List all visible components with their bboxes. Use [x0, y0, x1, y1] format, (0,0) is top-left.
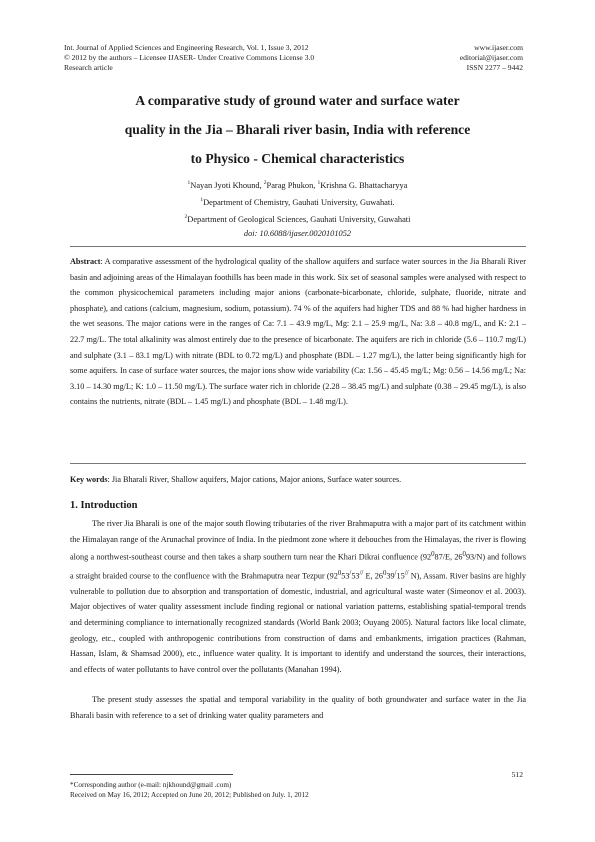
- title-line-1: A comparative study of ground water and surface water: [135, 93, 460, 108]
- affiliation-mark: 2: [263, 180, 267, 186]
- author-name: Krishna G. Bhattacharyya: [320, 180, 408, 190]
- title-line-3: to Physico - Chemical characteristics: [190, 151, 405, 166]
- text-run: 53: [351, 571, 360, 581]
- text-run: 93/N) and follows a straight braided course to the confluence with the Brahmaputra near Tezpur (92: [70, 552, 526, 581]
- second-mark: //: [404, 569, 409, 577]
- degree-mark: 0: [431, 551, 435, 559]
- section-heading: 1. Introduction: [70, 500, 138, 511]
- text-run: N), Assam. River basins are highly vulnerable to pollution due to absorption and transportation of domestic, industrial, and agricultural waste water (Simeonov et al. 2003). Major objectives of water quality assessment include finding regional or national variation patterns, establishing spatial-temporal trends and determining compliance to internationally recognized standards (World Bank 2003; Ouyang 2005). Natural factors like local climate, geology, etc., coupled with anthropogenic contributions from construction of dams and embankments, irrigation practices (Rahman, Hassan, Islam, & Shamsad 2000), etc., influence water quality. It is important to identify and understand the sources, their interactions, and effects of water pollutants to have control over the pollutants (Manahan 1994).: [70, 571, 526, 674]
- footnote: [70, 780, 309, 800]
- publication-dates: Received on May 16, 2012; Accepted on June 20, 2012; Published on July. 1, 2012: [70, 791, 309, 799]
- minute-mark: /: [394, 569, 397, 577]
- introduction-body: [70, 516, 526, 724]
- affiliation-text: Department of Chemistry, Gauhati University, Guwahati.: [203, 197, 395, 207]
- intro-paragraph-2: The present study assesses the spatial and temporal variability in the quality of both groundwater and surface water in the Jia Bharali basin with reference to a set of drinking water quality parameters and: [70, 695, 526, 720]
- title-line-2: quality in the Jia – Bharali river basin, India with reference: [124, 122, 471, 137]
- journal-website: www.ijaser.com: [474, 43, 523, 52]
- affiliation-2: [60, 210, 535, 227]
- intro-paragraph-1: [70, 516, 526, 677]
- affiliation-text: Department of Geological Sciences, Gauhati University, Guwahati: [187, 214, 411, 224]
- minute-mark: /: [349, 569, 352, 577]
- author-name: Nayan Jyoti Khound,: [190, 180, 264, 190]
- affiliation-mark: 1: [187, 180, 191, 186]
- journal-citation: Int. Journal of Applied Sciences and Engineering Research, Vol. 1, Issue 3, 2012: [64, 43, 309, 52]
- text-run: The river Jia Bharali is one of the major south flowing tributaries of the river Brahmaputra with a major part of its catchment within the Himalayan range of the Arunachal province of India. In the piedmont zone where it debouches from the Himalayas, the river is flowing along a northwest-southeast course and then takes a sharp southern turn near the Khari Dikrai confluence (92: [70, 519, 526, 562]
- keywords: [70, 474, 526, 486]
- keywords-text: : Jia Bharali River, Shallow aquifers, Major cations, Major anions, Surface water sources.: [107, 475, 402, 484]
- affiliation-1: [60, 193, 535, 210]
- affiliation-mark: 2: [184, 213, 188, 220]
- footnote-rule: [70, 774, 233, 775]
- abstract-text: : A comparative assessment of the hydrological quality of the shallow aquifers and surface water sources in the Jia Bharali River basin and adjoining areas of the Himalayan foothills has been made in this work. Six set of seasonal samples were analysed with respect to the common physicochemical parameters including major anions (carbonate-bicarbonate, chloride, sulphate, fluoride, nitrate and phosphate), and cations (calcium, magnesium, sodium, potassium). 74 % of the aquifers had higher TDS and 88 % had higher hardness in the wet seasons. The major cations were in the ranges of Ca: 7.1 – 43.9 mg/L, Mg: 2.1 – 25.9 mg/L, Na: 3.8 – 40.8 mg/L, and K: 2.1 – 22.7 mg/L. The total alkalinity was almost entirely due to the presence of bicarbonate. The aquifers are rich in chloride (5.6 – 110.7 mg/L) and sulphate (3.1 – 83.1 mg/L) with nitrate (BDL to 0.72 mg/L) and phosphate (BDL – 1.27 mg/L), the latter being significantly high for some aquifers. In case of surface water sources, the major ions show wide variability (Ca: 1.56 – 45.45 mg/L; Mg: 0.56 – 14.56 mg/L; Na: 3.10 – 14.30 mg/L; K: 1.0 – 11.50 mg/L). The surface water rich in chloride (2.28 – 38.45 mg/L) and sulphate (0.38 – 29.45 mg/L), is also contains the nutrients, nitrate (BDL – 1.45 mg/L) and phosphate (BDL – 1.48 mg/L).: [70, 257, 526, 407]
- second-mark: //: [359, 569, 364, 577]
- keywords-label: Key words: [70, 475, 108, 484]
- corresponding-author: *Corresponding author (e-mail: njkhound@gmail .com): [70, 781, 232, 789]
- journal-email: editorial@ijaser.com: [459, 53, 523, 62]
- journal-issn: ISSN 2277 – 9442: [466, 63, 523, 72]
- author-name: Parag Phukon,: [266, 180, 318, 190]
- abstract: [70, 254, 526, 410]
- degree-mark: 0: [337, 569, 342, 577]
- keywords-rule: [70, 463, 526, 464]
- copyright-line: © 2012 by the authors – Licensee IJASER- Under Creative Commons License 3.0: [64, 53, 315, 62]
- text-run: 39: [386, 571, 395, 581]
- text-run: 53: [341, 571, 350, 581]
- affiliation-mark: 1: [200, 196, 204, 203]
- degree-mark: 0: [462, 551, 466, 559]
- author-list: [60, 176, 535, 193]
- abstract-label: Abstract: [70, 257, 101, 266]
- doi-link[interactable]: doi: 10.6088/ijaser.0020101052: [243, 229, 352, 239]
- paper-title: [60, 86, 535, 173]
- journal-header-right: [343, 43, 523, 73]
- abstract-top-rule: [70, 246, 526, 247]
- page-number: 512: [511, 770, 523, 779]
- text-run: 87/E, 26: [434, 552, 463, 562]
- affiliation-mark: 1: [317, 180, 321, 186]
- article-type: Research article: [64, 63, 113, 72]
- author-block: [60, 176, 535, 241]
- text-run: E, 26: [363, 571, 383, 581]
- degree-mark: 0: [383, 569, 387, 577]
- text-run: 15: [396, 571, 405, 581]
